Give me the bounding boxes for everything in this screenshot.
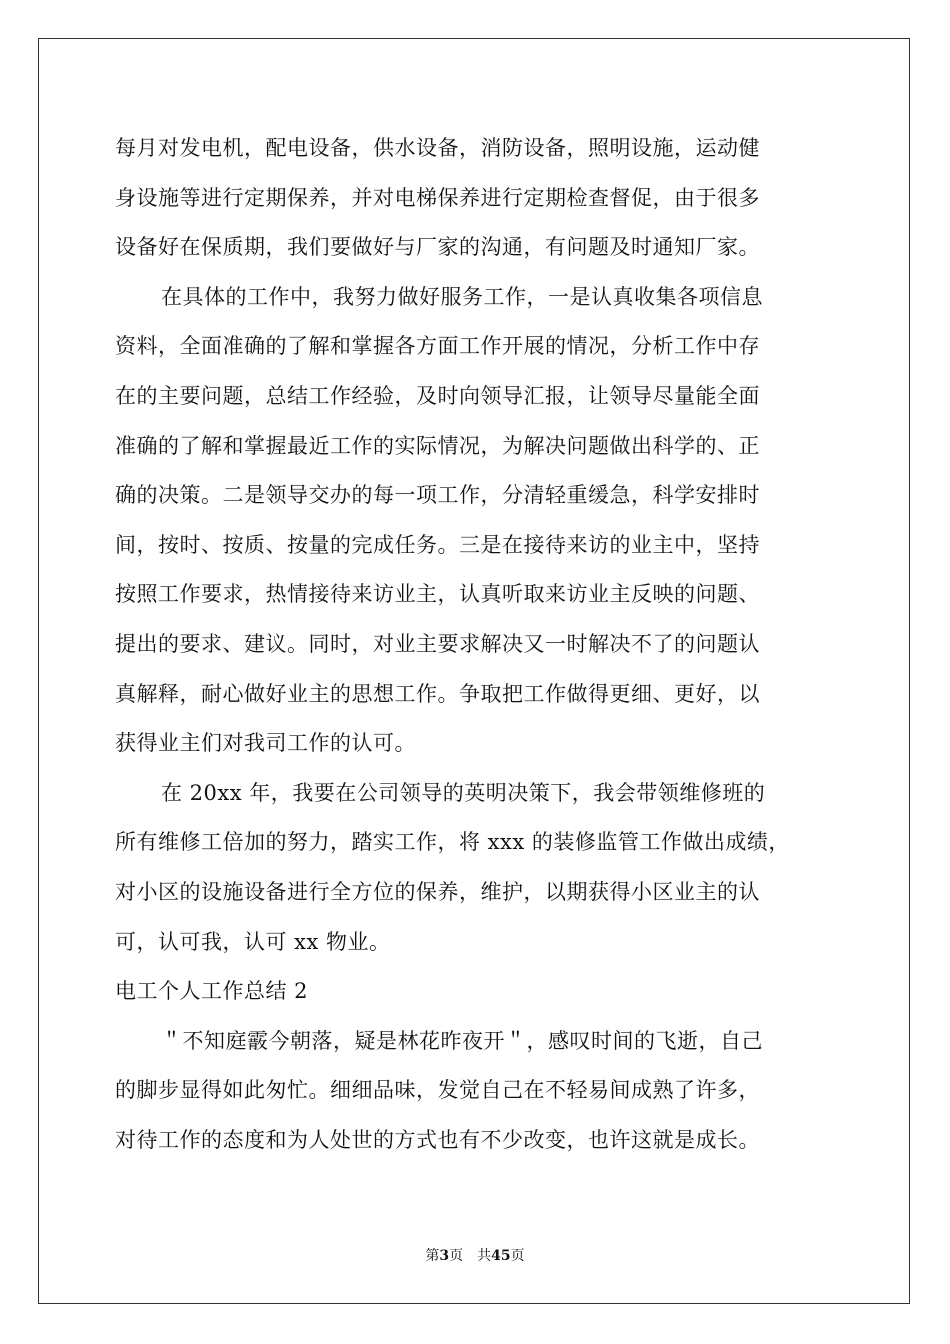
paragraph-line: 身设施等进行定期保养，并对电梯保养进行定期检查督促，由于很多 xyxy=(115,185,760,210)
paragraph-line: 确的决策。二是领导交办的每一项工作，分清轻重缓急，科学安排时 xyxy=(115,483,760,508)
paragraph-line: 准确的了解和掌握最近工作的实际情况，为解决问题做出科学的、正 xyxy=(115,433,760,458)
paragraph-line: 间，按时、按质、按量的完成任务。三是在接待来访的业主中，坚持 xyxy=(115,532,760,557)
paragraph-line: 对小区的设施设备进行全方位的保养，维护，以期获得小区业主的认 xyxy=(115,879,760,904)
paragraph-first-line: ＂不知庭霰今朝落，疑是林花昨夜开＂，感叹时间的飞逝，自己 xyxy=(161,1028,763,1053)
footer-prefix: 第 xyxy=(425,1248,440,1264)
paragraph-first-line: 在 20xx 年，我要在公司领导的英明决策下，我会带领维修班的 xyxy=(161,780,766,805)
paragraph-line: 每月对发电机，配电设备，供水设备，消防设备，照明设施，运动健 xyxy=(115,136,760,160)
footer-middle: 页 共 xyxy=(449,1248,492,1264)
document-body xyxy=(115,124,835,1165)
paragraph-line: 可，认可我，认可 xx 物业。 xyxy=(115,929,391,954)
page-footer xyxy=(0,1245,950,1265)
paragraph-line: 在的主要问题，总结工作经验，及时向领导汇报，让领导尽量能全面 xyxy=(115,383,760,408)
paragraph-line: 获得业主们对我司工作的认可。 xyxy=(115,731,416,756)
paragraph-line: 提出的要求、建议。同时，对业主要求解决又一时解决不了的问题认 xyxy=(115,631,760,656)
paragraph-line: 按照工作要求，热情接待来访业主，认真听取来访业主反映的问题、 xyxy=(115,582,760,607)
total-page-count: 45 xyxy=(491,1248,511,1264)
footer-suffix: 页 xyxy=(510,1248,525,1264)
paragraph-line: 所有维修工倍加的努力，踏实工作，将 xxx 的装修监管工作做出成绩， xyxy=(115,830,790,855)
paragraph-line: 真解释，耐心做好业主的思想工作。争取把工作做得更细、更好，以 xyxy=(115,681,760,706)
paragraph-line: 资料，全面准确的了解和掌握各方面工作开展的情况，分析工作中存 xyxy=(115,334,760,359)
current-page-number: 3 xyxy=(439,1248,450,1264)
paragraph-line: 对待工作的态度和为人处世的方式也有不少改变，也许这就是成长。 xyxy=(115,1127,760,1152)
paragraph-line: 的脚步显得如此匆忙。细细品味，发觉自己在不轻易间成熟了许多， xyxy=(115,1078,760,1103)
paragraph-line: 设备好在保质期，我们要做好与厂家的沟通，有问题及时通知厂家。 xyxy=(115,235,760,260)
paragraph-first-line: 在具体的工作中，我努力做好服务工作，一是认真收集各项信息 xyxy=(161,284,763,309)
section-heading: 电工个人工作总结 2 xyxy=(115,979,309,1004)
